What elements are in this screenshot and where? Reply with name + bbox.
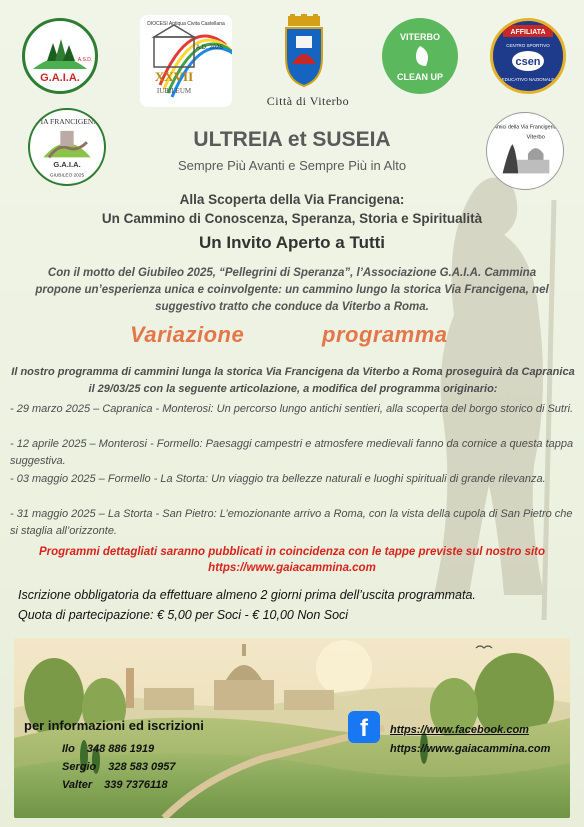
notice-text: Programmi dettagliati saranno pubblicati in coincidenza con le tappe previste sul nostro sito <box>38 546 546 558</box>
facebook-link[interactable]: https://www.facebook.com <box>390 724 529 736</box>
contact-row <box>62 743 154 755</box>
gaia-logo-text: G.A.I.A. <box>40 72 80 84</box>
contact-row <box>62 779 168 791</box>
gaia-logo-sub: A.S.D. <box>77 57 93 63</box>
website-link[interactable]: https://www.gaiacammina.com <box>390 743 551 755</box>
contact-name: Valter <box>62 779 93 791</box>
amici-text-2: Viterbo <box>526 134 545 141</box>
programma-paragraph: Il nostro programma di cammini lunga la storica Via Francigena da Viterbo a Roma proseguirà da Capranica il 29/03/25 con la seguente articolazione, a modifica del programma originario: <box>11 366 575 395</box>
vf-text-1: VIA FRANCIGENA <box>35 117 99 127</box>
iscrizione-text: Iscrizione obbligatoria da effettuare almeno 2 giorni prima dell’uscita programmata. <box>18 588 476 602</box>
csen-logo <box>490 18 566 94</box>
main-title: ULTREIA et SUSEIA <box>193 128 391 151</box>
csen-text-4: EDUCATIVO NAZIONALE <box>501 77 555 82</box>
jubilee-word-text: IUBILEUM <box>156 87 192 95</box>
contact-name: Ilo <box>62 743 75 755</box>
csen-text-3: csen <box>515 56 541 68</box>
variazione-heading: Variazione <box>130 322 245 347</box>
contact-name: Sergio <box>62 761 97 773</box>
stage-item: - 03 maggio 2025 – Formello - La Storta: Un viaggio tra bellezze naturali e luoghi spirituali di grande rilevanza. <box>10 473 546 485</box>
info-title: per informazioni ed iscrizioni <box>24 718 204 733</box>
amici-via-francigena-logo <box>486 112 564 190</box>
contact-phone[interactable]: 328 583 0957 <box>108 761 176 773</box>
viterbo-coat-of-arms-icon <box>282 14 326 88</box>
viterbo-clean-up-logo <box>382 18 458 94</box>
amici-text-1: Amici della Via Francigena <box>493 124 557 131</box>
main-subtitle: Sempre Più Avanti e Sempre Più in Alto <box>177 158 407 173</box>
notice-url-link[interactable]: https://www.gaiacammina.com <box>208 562 376 574</box>
cleanup-text-2: CLEAN UP <box>396 72 444 82</box>
intro-paragraph: Con il motto del Giubileo 2025, “Pellegrini di Speranza”, l’Associazione G.A.I.A. Cammina propone un’esperienza unica e coinvolgente: un cammino lungo la storica Via Francigena, nel suggestivo tratto che conduce da Viterbo a Roma. <box>35 267 549 313</box>
contact-phone[interactable]: 339 7376118 <box>104 779 168 791</box>
programma-heading: programma <box>322 322 448 347</box>
contact-row <box>62 761 176 773</box>
facebook-icon[interactable]: f <box>348 711 380 743</box>
quota-text: Quota di partecipazione: € 5,00 per Soci - € 10,00 Non Soci <box>18 608 349 622</box>
stage-item: - 12 aprile 2025 – Monterosi - Formello: Paesaggi campestri e atmosfere medievali fanno da cornice a questa tappa suggestiva. <box>10 438 574 467</box>
citta-di-viterbo-label: Città di Viterbo <box>266 94 350 108</box>
jubilee-logo <box>140 15 232 107</box>
csen-text-2: CENTRO SPORTIVO <box>506 43 550 48</box>
stage-item: - 29 marzo 2025 – Capranica - Monterosi: Un percorso lungo antichi sentieri, alla scoperta del borgo storico di Sutri. <box>10 403 574 415</box>
heading-scoperta: Alla Scoperta della Via Francigena: <box>179 192 405 207</box>
vf-text-3: GIUBILEO 2025 <box>49 173 85 179</box>
vf-text-2: G.A.I.A. <box>53 159 81 169</box>
gaia-logo <box>22 18 98 94</box>
stage-item: - 31 maggio 2025 – La Storta - San Pietro: L’emozionante arrivo a Roma, con la vista della cupola di San Pietro che si staglia all’orizzonte. <box>10 508 573 537</box>
heading-invito: Un Invito Aperto a Tutti <box>198 233 386 252</box>
jubilee-top-text: DIOCESI Antiqua Civita Castellana <box>147 21 225 27</box>
jubilee-ad-text: A.D. 2025 <box>196 45 223 51</box>
jubilee-num-text: XXVII <box>154 69 194 84</box>
csen-text-1: AFFILIATA <box>510 29 546 36</box>
via-francigena-gaia-logo <box>28 108 106 186</box>
cleanup-text-1: VITERBO <box>399 32 441 42</box>
contact-phone[interactable]: 348 886 1919 <box>86 743 155 755</box>
heading-cammino: Un Cammino di Conoscenza, Speranza, Storia e Spiritualità <box>101 211 483 226</box>
